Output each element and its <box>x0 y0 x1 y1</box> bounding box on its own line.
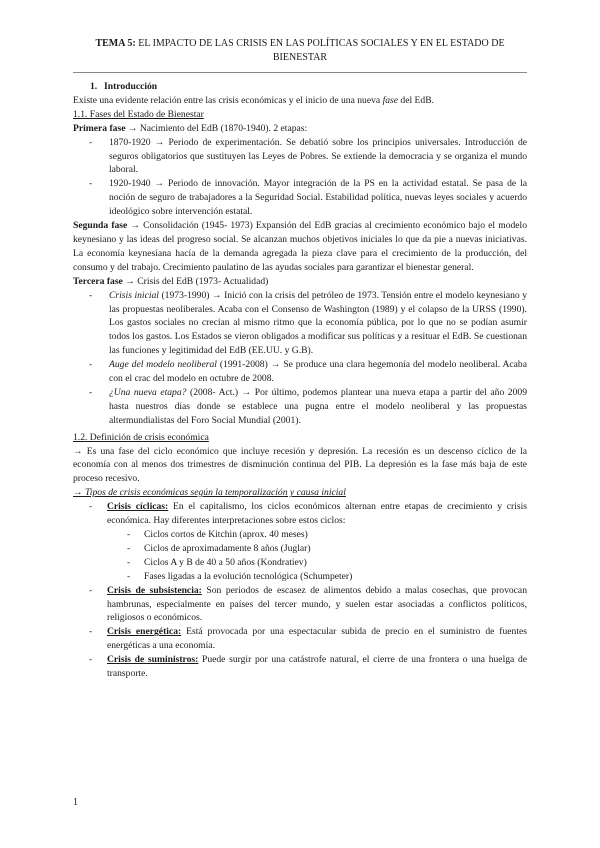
list-item: - Crisis cíclicas: En el capitalismo, los ciclos económicos alternan entre etapas de crecimiento y crisis económica. Hay diferentes interpretaciones sobre estos ciclos: - Ciclos cortos de Kitchin (aprox. 40 meses) - Ciclos de aproximadamente 8 años (Juglar) - Ciclos A y B de 40 a 50 años (Kondratiev) - Fases ligadas a la evolución tecnológica (Schumpeter) <box>73 500 527 583</box>
subsection-heading-1-2: 1.2. Definición de crisis económica <box>73 431 209 443</box>
subsection-heading-1-1: 1.1. Fases del Estado de Bienestar <box>73 108 204 120</box>
list-item: - Crisis inicial (1973-1990) → Inició con la crisis del petróleo de 1973. Tensión entre el modelo keynesiano y las propuestas neoliberales. Acaba con el Consenso de Washington (1989) y el colapso de la URSS (1990). Los gastos sociales no crecían al mismo ritmo que la economía pública, por lo que no se podían asumir todos los gastos. Los Estados se vieron obligados a modificar sus políticas y a resituar el EdB. Se cuestionan las funciones y legitimidad del EdB (EE.UU. y G.B). <box>73 289 527 359</box>
intro-paragraph: Existe una evidente relación entre las crisis económicas y el inicio de una nueva fase del EdB. <box>73 94 435 106</box>
cycle-sublist <box>73 528 527 584</box>
crisis-types-list <box>73 500 527 681</box>
types-heading: → Tipos de crisis económicas según la temporalización y causa inicial <box>73 487 346 499</box>
page-number: 1 <box>73 797 78 808</box>
sublist-item: - Ciclos de aproximadamente 8 años (Juglar) <box>73 542 527 556</box>
page-content <box>73 37 527 681</box>
section-heading: 1. Introducción <box>90 81 158 92</box>
sublist-item: - Fases ligadas a la evolución tecnológica (Schumpeter) <box>73 570 527 584</box>
list-item: - Crisis de suministros: Puede surgir por una catástrofe natural, el cierre de una frontera o una huelga de transporte. <box>73 653 527 681</box>
phase-2-paragraph: Segunda fase → Consolidación (1945- 1973) Expansión del EdB gracias al crecimiento económico bajo el modelo keynesiano y las ideas del progreso social. Se alcanzan muchos objetivos iniciales lo que da pie a nuevas iniciativas. La economía keynesiana hacía de la demanda agregada la pieza clave para el crecimiento de la producción, del consumo y del trabajo. Crecimiento paulatino de las ayudas sociales para garantizar el bienestar general. <box>73 220 528 273</box>
title-number: TEMA 5: <box>95 38 136 49</box>
document-title <box>73 37 527 73</box>
sublist-item: - Ciclos A y B de 40 a 50 años (Kondratiev) <box>73 556 527 570</box>
phase-3-list <box>73 289 527 428</box>
phase-3-line: Tercera fase → Crisis del EdB (1973- Actualidad) <box>73 275 269 287</box>
phase-1-line: Primera fase → Nacimiento del EdB (1870-1940). 2 etapas: <box>73 122 308 134</box>
sublist-item: - Ciclos cortos de Kitchin (aprox. 40 meses) <box>73 528 527 542</box>
list-item: - 1870-1920 → Periodo de experimentación. Se debatió sobre los principios universales. Introducción de seguros obligatorios que sustituyen las Leyes de Pobres. Se extiende la democracia y se organiza el mundo laboral. <box>73 136 527 178</box>
list-item: - Crisis energética: Está provocada por una espectacular subida de precio en el suministro de fuentes energéticas a una economía. <box>73 625 527 653</box>
list-item: - Crisis de subsistencia: Son periodos de escasez de alimentos debido a malas cosechas, que provocan hambrunas, especialmente en países del tercer mundo, y suelen estar asociadas a conflictos políticos, religiosos o económicos. <box>73 584 527 626</box>
list-item: - Auge del modelo neoliberal (1991-2008) → Se produce una clara hegemonía del modelo neoliberal. Acaba con el crac del modelo en octubre de 2008. <box>73 358 527 386</box>
title-text: EL IMPACTO DE LAS CRISIS EN LAS POLÍTICAS SOCIALES Y EN EL ESTADO DE BIENESTAR <box>138 38 505 63</box>
list-item: - ¿Una nueva etapa? (2008- Act.) → Por último, podemos plantear una nueva etapa a partir del año 2009 hasta nuestros días donde se establece una pugna entre el modelo neoliberal y las propuestas altermundialistas del Foro Social Mundial (2001). <box>73 386 527 428</box>
list-item: - 1920-1940 → Periodo de innovación. Mayor integración de la PS en la actividad estatal. Se pasa de la noción de seguro de trabajadores a la Seguridad Social. Estabilidad política, nuevas leyes sociales y acuerdo ideológico sobre intervención estatal. <box>73 177 527 219</box>
phase-1-list <box>73 136 527 219</box>
definition-paragraph: → Es una fase del ciclo económico que incluye recesión y depresión. La recesión es un descenso cíclico de la economía con al menos dos trimestres de disminución continua del PIB. La depresión es la fase más baja de este proceso recesivo. <box>73 445 527 485</box>
